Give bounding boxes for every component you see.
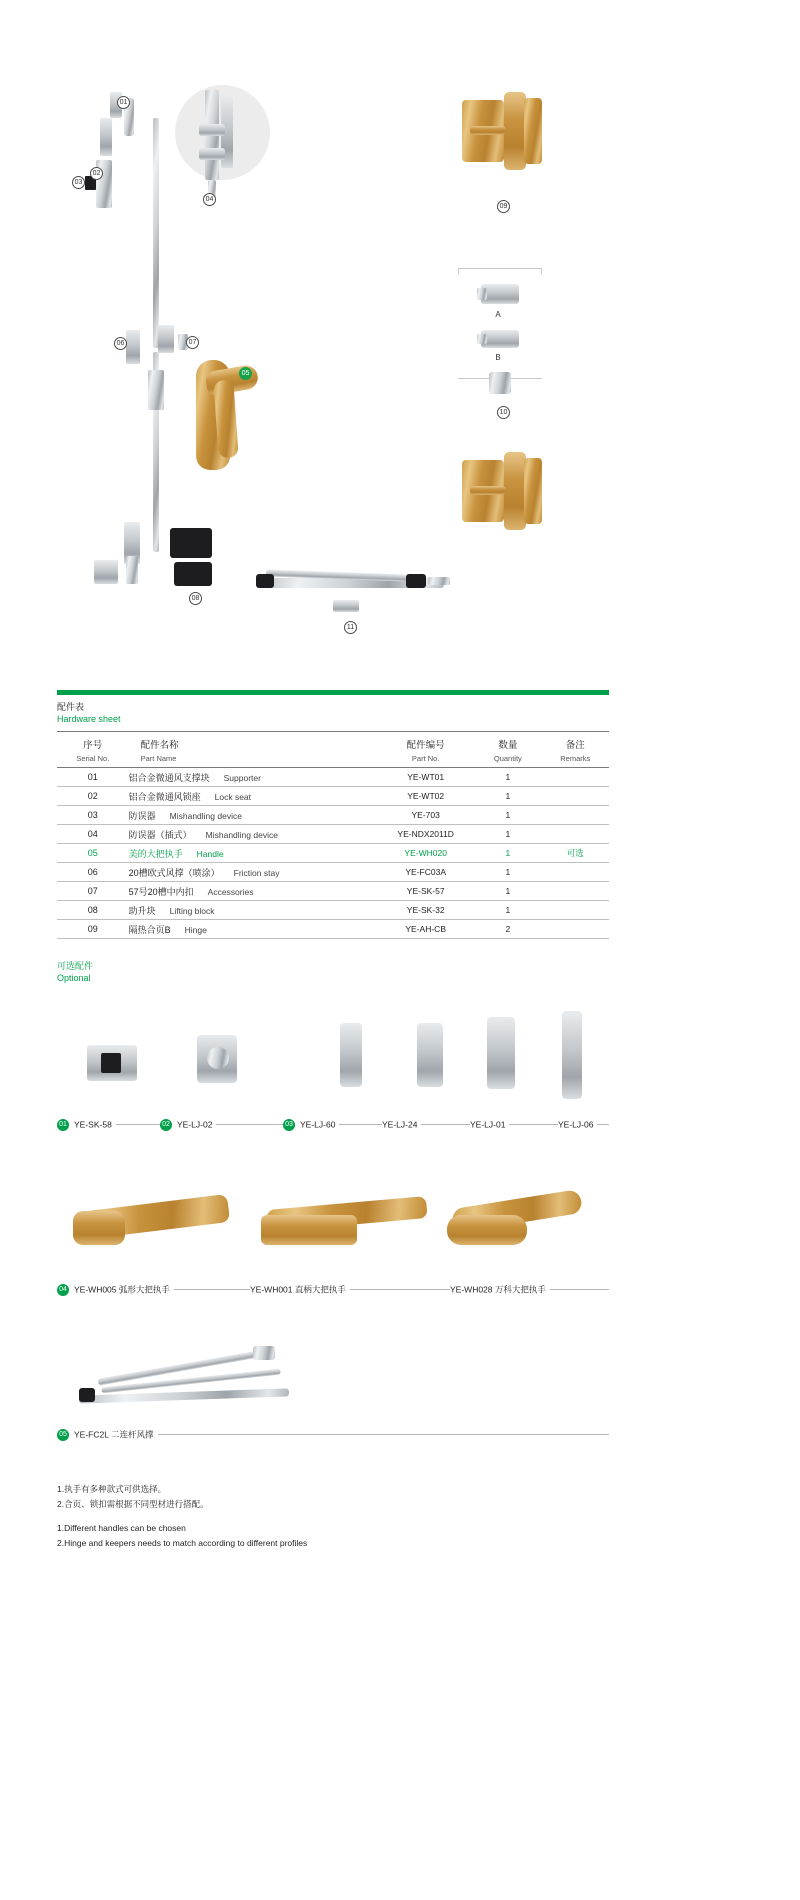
callout-11: 11 — [344, 621, 357, 634]
green-bar — [57, 690, 609, 695]
cell-name-en: Supporter — [223, 772, 261, 783]
col-part-no — [377, 732, 474, 768]
caption-text: YE-LJ-01 — [470, 1119, 506, 1130]
part-hinge-bottom-pin — [470, 486, 506, 495]
exploded-diagram — [0, 0, 800, 800]
cell-name — [129, 825, 378, 844]
caption-item — [558, 1118, 597, 1131]
cell-name-en: Hinge — [184, 924, 207, 935]
part-striker-block — [489, 372, 511, 394]
cell-name-cn: 铝合金微通风锁座 — [128, 791, 201, 802]
callout-04: 04 — [203, 193, 216, 206]
caption-text: YE-LJ-24 — [382, 1119, 418, 1130]
part-friction-stay-end-right — [406, 574, 426, 588]
caption-bullet: 05 — [57, 1429, 69, 1441]
table-header-row — [57, 732, 609, 768]
part-hinge-bottom-wing — [524, 458, 542, 524]
caption-item — [382, 1118, 421, 1131]
hardware-table — [57, 731, 609, 939]
cell-part-no: YE-WT02 — [377, 787, 474, 806]
caption-item — [57, 1283, 174, 1296]
cell-name-en: Lifting block — [169, 905, 215, 916]
part-lock-body — [148, 370, 164, 410]
callout-08: 08 — [189, 592, 202, 605]
caption-item — [57, 1428, 158, 1441]
table-row — [57, 920, 609, 939]
cell-serial: 07 — [57, 882, 129, 901]
sheet-title-en: Hardware sheet — [57, 714, 121, 724]
part-friction-stay-end-left — [256, 574, 274, 588]
caption-item — [57, 1118, 116, 1131]
part-gearbox-cam — [199, 124, 225, 136]
col-serial-no-cn: 序号 — [83, 739, 103, 751]
cell-part-no: YE-AH-CB — [377, 920, 474, 939]
caption-text: YE-LJ-06 — [558, 1119, 594, 1130]
cell-serial: 05 — [57, 844, 129, 863]
cell-quantity: 1 — [474, 901, 541, 920]
part-ye-wh001-base — [261, 1215, 357, 1245]
cell-name-en: Mishandling device — [169, 810, 242, 821]
cell-name-cn: 美的大把执手 — [128, 848, 183, 859]
part-ye-sk-58-center — [101, 1053, 121, 1073]
cell-remarks: 可选 — [542, 844, 609, 863]
part-ye-fc2l-end — [79, 1388, 95, 1402]
cell-serial: 04 — [57, 825, 129, 844]
cell-part-no: YE-703 — [377, 806, 474, 825]
caption-item — [283, 1118, 339, 1131]
cell-name-cn: 铝合金微通风支撑块 — [128, 772, 210, 783]
caption-text: YE-FC2L 二连杆风撑 — [74, 1429, 154, 1440]
caption-text: YE-LJ-02 — [177, 1119, 213, 1130]
optional-heading — [57, 960, 93, 984]
caption-text: YE-SK-58 — [74, 1119, 112, 1130]
optional-caption-row-1 — [57, 1118, 609, 1132]
cell-part-no: YE-SK-57 — [377, 882, 474, 901]
part-ye-wh028-base — [447, 1215, 527, 1245]
col-part-no-en: Part No. — [411, 753, 440, 763]
cell-serial: 06 — [57, 863, 129, 882]
col-part-name-cn: 配件名称 — [140, 739, 179, 751]
caption-bullet: 02 — [160, 1119, 172, 1131]
callout-05: 05 — [239, 367, 252, 380]
caption-text: YE-WH001 直柄大把执手 — [250, 1284, 346, 1295]
col-remarks-en: Remarks — [560, 753, 591, 763]
col-quantity-en: Quantity — [493, 753, 522, 763]
part-ye-lj-24 — [417, 1023, 443, 1087]
col-part-no-cn: 配件编号 — [406, 739, 445, 751]
part-drive-rod-upper — [153, 118, 159, 348]
cell-part-no: YE-FC03A — [377, 863, 474, 882]
col-serial-no — [57, 732, 129, 768]
part-ye-lj-02-cam — [207, 1047, 229, 1069]
divider-top — [458, 268, 542, 269]
note-cn-2: 2.合页、锁扣需根据不同型材进行搭配。 — [57, 1499, 209, 1509]
cell-name-en: Accessories — [207, 886, 254, 897]
col-part-name — [129, 732, 378, 768]
cell-name-en: Mishandling device — [205, 829, 278, 840]
note-en-2: 2.Hinge and keepers needs to match according to different profiles — [57, 1538, 308, 1548]
part-friction-stay-bracket — [333, 600, 359, 612]
part-cover-plate-lower — [174, 562, 212, 586]
cell-name — [129, 863, 378, 882]
cell-name-cn: 57号20槽中内扣 — [128, 886, 194, 897]
cell-quantity: 2 — [474, 920, 541, 939]
notes-block — [57, 1482, 307, 1551]
col-remarks — [542, 732, 609, 768]
cell-serial: 08 — [57, 901, 129, 920]
caption-item — [470, 1118, 509, 1131]
cell-remarks — [542, 787, 609, 806]
hardware-sheet — [57, 690, 609, 939]
cell-name-cn: 20槽欧式风撑（喷涂） — [128, 867, 220, 878]
col-quantity-cn: 数量 — [498, 739, 518, 751]
cell-quantity: 1 — [474, 882, 541, 901]
cell-part-no: YE-SK-32 — [377, 901, 474, 920]
sheet-title-cn: 配件表 — [57, 702, 85, 712]
table-row — [57, 882, 609, 901]
col-serial-no-en: Serial No. — [76, 753, 110, 763]
part-hinge-top-pin — [470, 126, 506, 135]
part-hinge-bottom-knuckle — [504, 452, 526, 530]
caption-text: YE-WH028 万科大把执手 — [450, 1284, 546, 1295]
note-en-1: 1.Different handles can be chosen — [57, 1523, 186, 1533]
callout-07: 07 — [186, 336, 199, 349]
cell-name — [129, 844, 378, 863]
sheet-title — [57, 701, 609, 725]
table-row — [57, 825, 609, 844]
cell-quantity: 1 — [474, 825, 541, 844]
table-row — [57, 806, 609, 825]
caption-text: YE-LJ-60 — [300, 1119, 336, 1130]
cell-name-cn: 防误器（插式） — [128, 829, 192, 840]
callout-03: 03 — [72, 176, 85, 189]
optional-heading-cn: 可选配件 — [57, 961, 94, 971]
cell-name-cn: 助升块 — [128, 905, 156, 916]
callout-01: 01 — [117, 96, 130, 109]
cell-name-en: Friction stay — [233, 867, 280, 878]
cell-quantity: 1 — [474, 768, 541, 787]
cell-remarks — [542, 882, 609, 901]
cell-serial: 03 — [57, 806, 129, 825]
cell-name — [129, 768, 378, 787]
cell-quantity: 1 — [474, 863, 541, 882]
cell-remarks — [542, 901, 609, 920]
optional-row-2-images — [57, 1175, 609, 1280]
part-keeper-a-lip — [477, 288, 487, 300]
cell-name — [129, 920, 378, 939]
cell-remarks — [542, 863, 609, 882]
sub-label-b: B — [495, 353, 501, 362]
optional-heading-en: Optional — [57, 973, 91, 983]
optional-row-1-images — [57, 1015, 609, 1110]
part-supporter-plate — [100, 118, 112, 156]
cell-remarks — [542, 920, 609, 939]
caption-item — [160, 1118, 216, 1131]
cell-name-en: Handle — [196, 848, 224, 859]
col-quantity — [474, 732, 541, 768]
optional-caption-row-2 — [57, 1283, 609, 1297]
cell-name-en: Lock seat — [214, 791, 252, 802]
optional-row-3-images — [57, 1330, 609, 1420]
part-ye-lj-06 — [562, 1011, 582, 1099]
caption-item — [250, 1283, 350, 1296]
cell-part-no: YE-WT01 — [377, 768, 474, 787]
cell-quantity: 1 — [474, 806, 541, 825]
optional-caption-row-3 — [57, 1428, 609, 1442]
part-hinge-top-knuckle — [504, 92, 526, 170]
part-keeper-b-lip — [477, 334, 487, 344]
table-row — [57, 768, 609, 787]
cell-name-cn: 防误器 — [128, 810, 156, 821]
part-ye-wh005-base — [73, 1211, 125, 1245]
cell-name-cn: 隔热合页B — [128, 924, 171, 935]
sub-label-a: A — [495, 310, 501, 319]
col-remarks-cn: 备注 — [565, 739, 585, 751]
cell-remarks — [542, 768, 609, 787]
callout-06: 06 — [114, 337, 127, 350]
caption-bullet: 01 — [57, 1119, 69, 1131]
callout-10: 10 — [497, 406, 510, 419]
table-row — [57, 863, 609, 882]
table-row — [57, 901, 609, 920]
table-row — [57, 844, 609, 863]
note-cn-1: 1.执手有多种款式可供选择。 — [57, 1484, 167, 1494]
cell-name — [129, 901, 378, 920]
cell-quantity: 1 — [474, 787, 541, 806]
callout-09: 09 — [497, 200, 510, 213]
table-row — [57, 787, 609, 806]
caption-bullet: 04 — [57, 1284, 69, 1296]
cell-name — [129, 787, 378, 806]
part-lifting-block-arm — [126, 556, 138, 584]
cell-name — [129, 882, 378, 901]
cell-quantity: 1 — [474, 844, 541, 863]
cell-part-no: YE-WH020 — [377, 844, 474, 863]
part-cover-plate-upper — [170, 528, 212, 558]
cell-remarks — [542, 825, 609, 844]
caption-bullet: 03 — [283, 1119, 295, 1131]
cell-serial: 01 — [57, 768, 129, 787]
cell-part-no: YE-NDX2011D — [377, 825, 474, 844]
part-ye-lj-60 — [340, 1023, 362, 1087]
cell-name — [129, 806, 378, 825]
part-ye-fc2l-hinge — [253, 1346, 275, 1360]
part-friction-stay-tip — [428, 577, 450, 585]
cell-remarks — [542, 806, 609, 825]
part-hinge-top-wing — [524, 98, 542, 164]
part-corner-plate — [94, 560, 118, 584]
cell-serial: 09 — [57, 920, 129, 939]
cell-serial: 02 — [57, 787, 129, 806]
callout-02: 02 — [90, 167, 103, 180]
divider-right-tick — [541, 268, 542, 274]
part-mishandling-device-insert — [158, 325, 174, 353]
part-gearbox-cam2 — [199, 148, 225, 160]
caption-text: YE-WH005 弧形大把执手 — [74, 1284, 170, 1295]
divider-left-tick — [458, 268, 459, 274]
caption-item — [450, 1283, 550, 1296]
col-part-name-en: Part Name — [140, 753, 177, 763]
part-mishandling-device — [126, 330, 140, 364]
part-ye-lj-01 — [487, 1017, 515, 1089]
